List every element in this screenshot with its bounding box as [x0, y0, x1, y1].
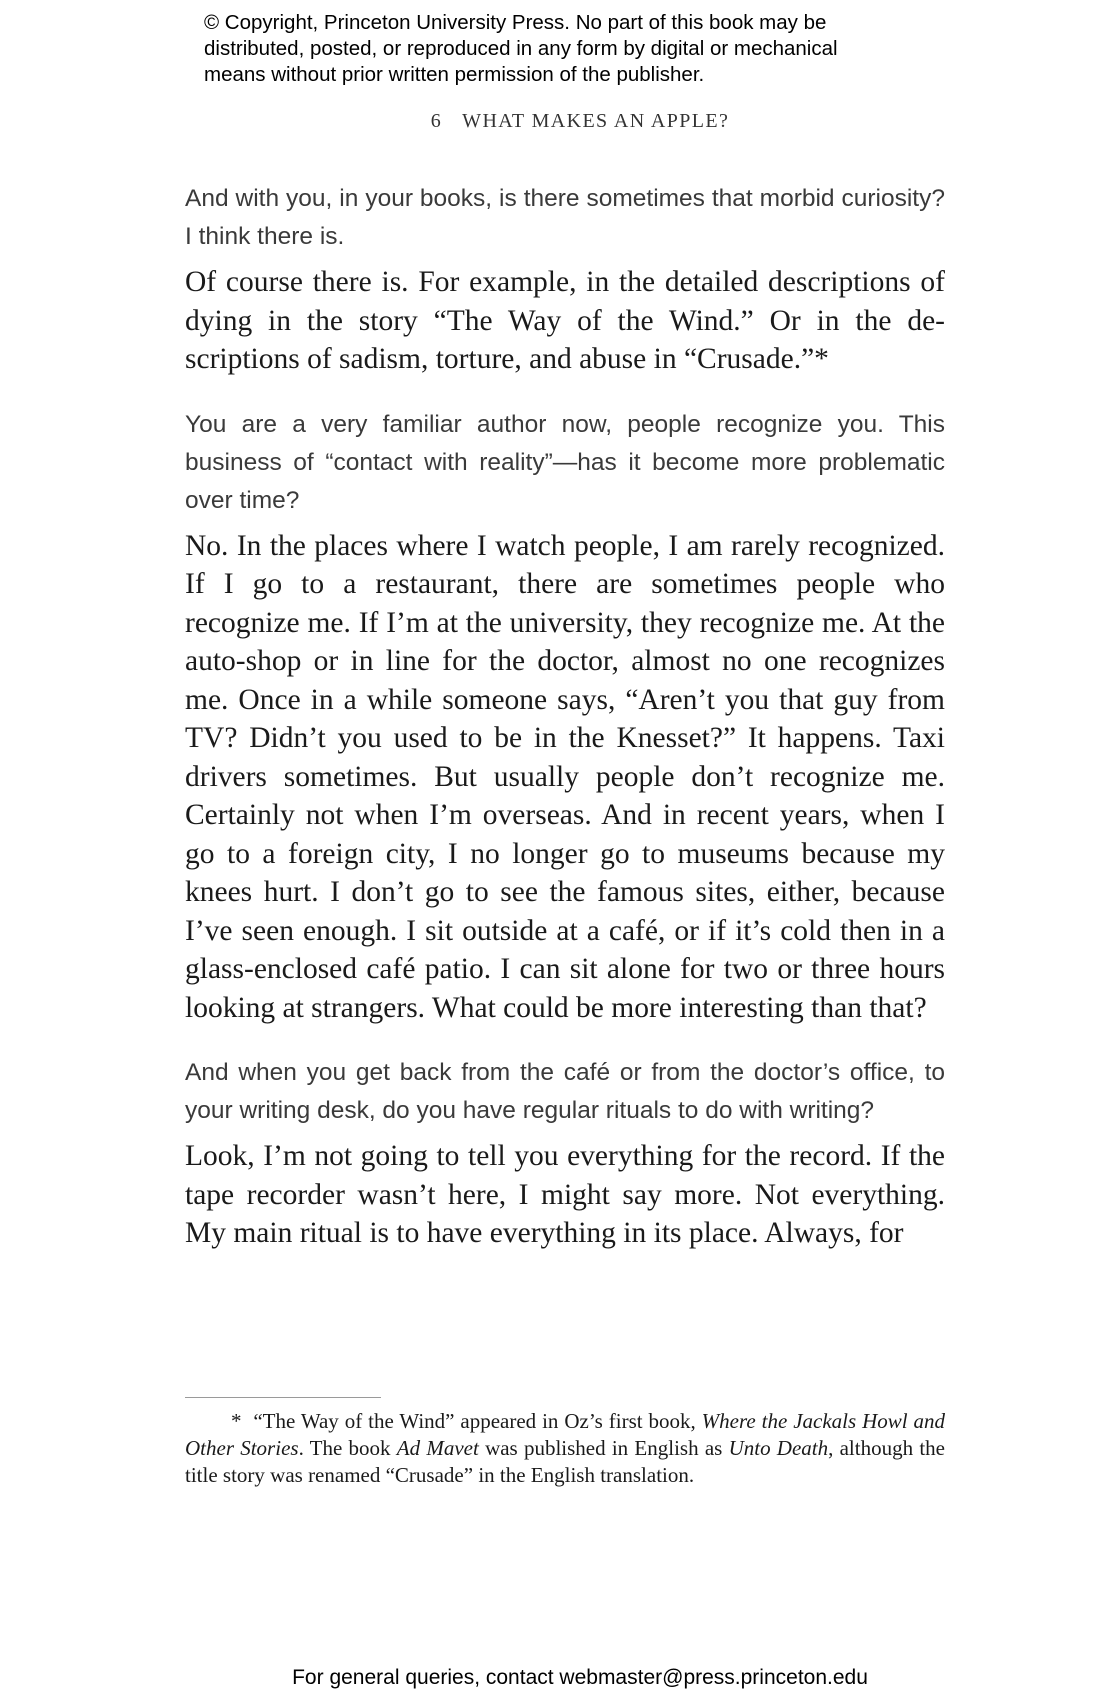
footnote-text-4: , although the title story was renamed “Crusade” in the English translation.	[185, 1436, 945, 1487]
main-text	[185, 180, 945, 1253]
contact-footer: For general queries, contact webmaster@press.princeton.edu	[292, 1666, 868, 1689]
footnote-text-1: “The Way of the Wind” appeared in Oz’s first book,	[253, 1409, 696, 1433]
footnote	[185, 1408, 945, 1489]
interview-question-3: And when you get back from the café or from the doctor’s office, to your writing desk, do you have regular rituals to do with writing?	[185, 1059, 945, 1124]
interview-answer-3: Look, I’m not going to tell you everything for the record. If the tape recorder wasn’t here, I might say more. Not everything. My main ritual is to have everything in its place. Always, for	[185, 1140, 945, 1249]
footnote-divider	[185, 1397, 381, 1398]
copyright-line-3: means without prior written permission of the publisher.	[204, 63, 705, 86]
chapter-title: WHAT MAKES AN APPLE?	[462, 110, 730, 132]
interview-answer-1: Of course there is. For example, in the detailed descriptions of dying in the story “The Way of the Wind.” Or in the descriptions of sadism, torture, and abuse in “Crusade.”*	[185, 266, 945, 375]
copyright-line-1: © Copyright, Princeton University Press. No part of this book may be	[204, 11, 827, 34]
interview-answer-2: No. In the places where I watch people, I am rarely recognized. If I go to a restaurant, there are sometimes people who recognize me. If I’m at the university, they recognize me. At the auto-shop or in line for the doctor, almost no one recognizes me. Once in a while someone says, “Aren’t you that guy from TV? Didn’t you used to be in the Knesset?” It happens. Taxi drivers sometimes. But usually people don’t recognize me. Certainly not when I’m overseas. And in recent years, when I go to a foreign city, I no longer go to museums because my knees hurt. I don’t go to see the famous sites, either, because I’ve seen enough. I sit outside at a café, or if it’s cold then in a glass-enclosed café patio. I can sit alone for two or three hours looking at strangers. What could be more interesting than that?	[185, 529, 945, 1024]
copyright-notice	[204, 10, 1004, 88]
footnote-book-title-1: Where the Jackals Howl and Other Stories	[185, 1409, 946, 1460]
interview-question-1: And with you, in your books, is there sometimes that morbid curiosity? I think there is.	[185, 185, 945, 250]
running-head	[0, 110, 1100, 133]
footnote-marker: *	[231, 1409, 242, 1433]
page-number: 6	[430, 110, 443, 132]
footnote-text-3: was published in English as	[485, 1436, 723, 1460]
copyright-line-2: distributed, posted, or reproduced in any form by digital or mechanical	[204, 37, 838, 60]
footnote-book-title-2: Ad Mavet	[396, 1436, 479, 1460]
footnote-text-2: . The book	[298, 1436, 391, 1460]
footnote-book-title-3: Unto Death	[728, 1436, 829, 1460]
interview-question-2: You are a very familiar author now, people recognize you. This business of “contact with reality”—has it become more problematic over time?	[185, 410, 945, 514]
